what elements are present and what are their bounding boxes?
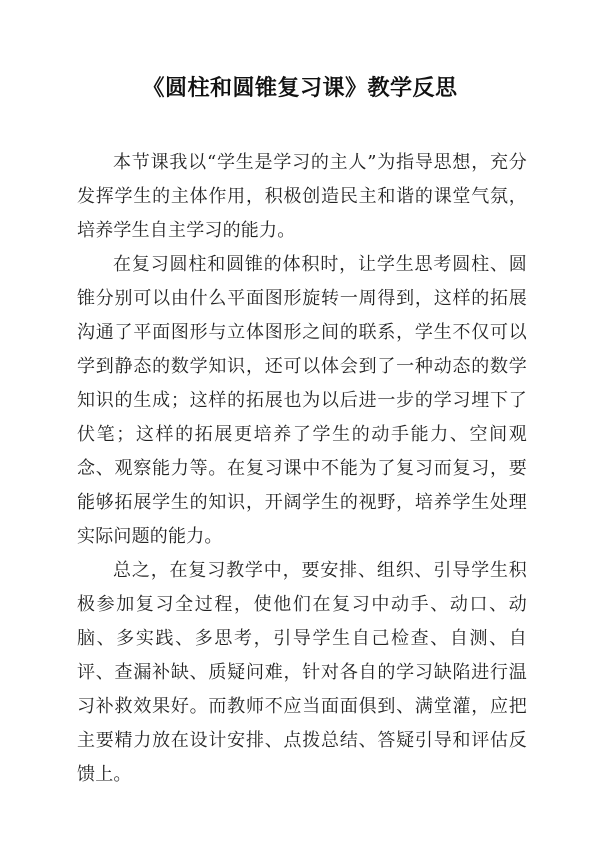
- document-title: 《圆柱和圆锥复习课》教学反思: [142, 76, 458, 101]
- paragraph-3: 总之，在复习教学中，要安排、组织、引导学生积极参加复习全过程，使他们在复习中动手、动口、动脑、多实践、多思考，引导学生自己检查、自测、自评、查漏补缺、质疑问难，针对各自的学习缺陷进行温习补救效果好。而教师不应当面面俱到、满堂灌，应把主要精力放在设计安排、点拨总结、答疑引导和评估反馈上。: [77, 560, 527, 785]
- paragraph-2: 在复习圆柱和圆锥的体积时，让学生思考圆柱、圆锥分别可以由什么平面图形旋转一周得到，这样的拓展沟通了平面图形与立体图形之间的联系，学生不仅可以学到静态的数学知识，还可以体会到了一种动态的数学知识的生成；这样的拓展也为以后进一步的学习埋下了伏笔；这样的拓展更培养了学生的动手能力、空间观念、观察能力等。在复习课中不能为了复习而复习，要能够拓展学生的知识，开阔学生的视野，培养学生处理实际问题的能力。: [77, 254, 527, 547]
- document-body: [77, 146, 527, 792]
- paragraph-1: 本节课我以“学生是学习的主人”为指导思想，充分发挥学生的主体作用，积极创造民主和谐的课堂气氛，培养学生自主学习的能力。: [77, 152, 527, 241]
